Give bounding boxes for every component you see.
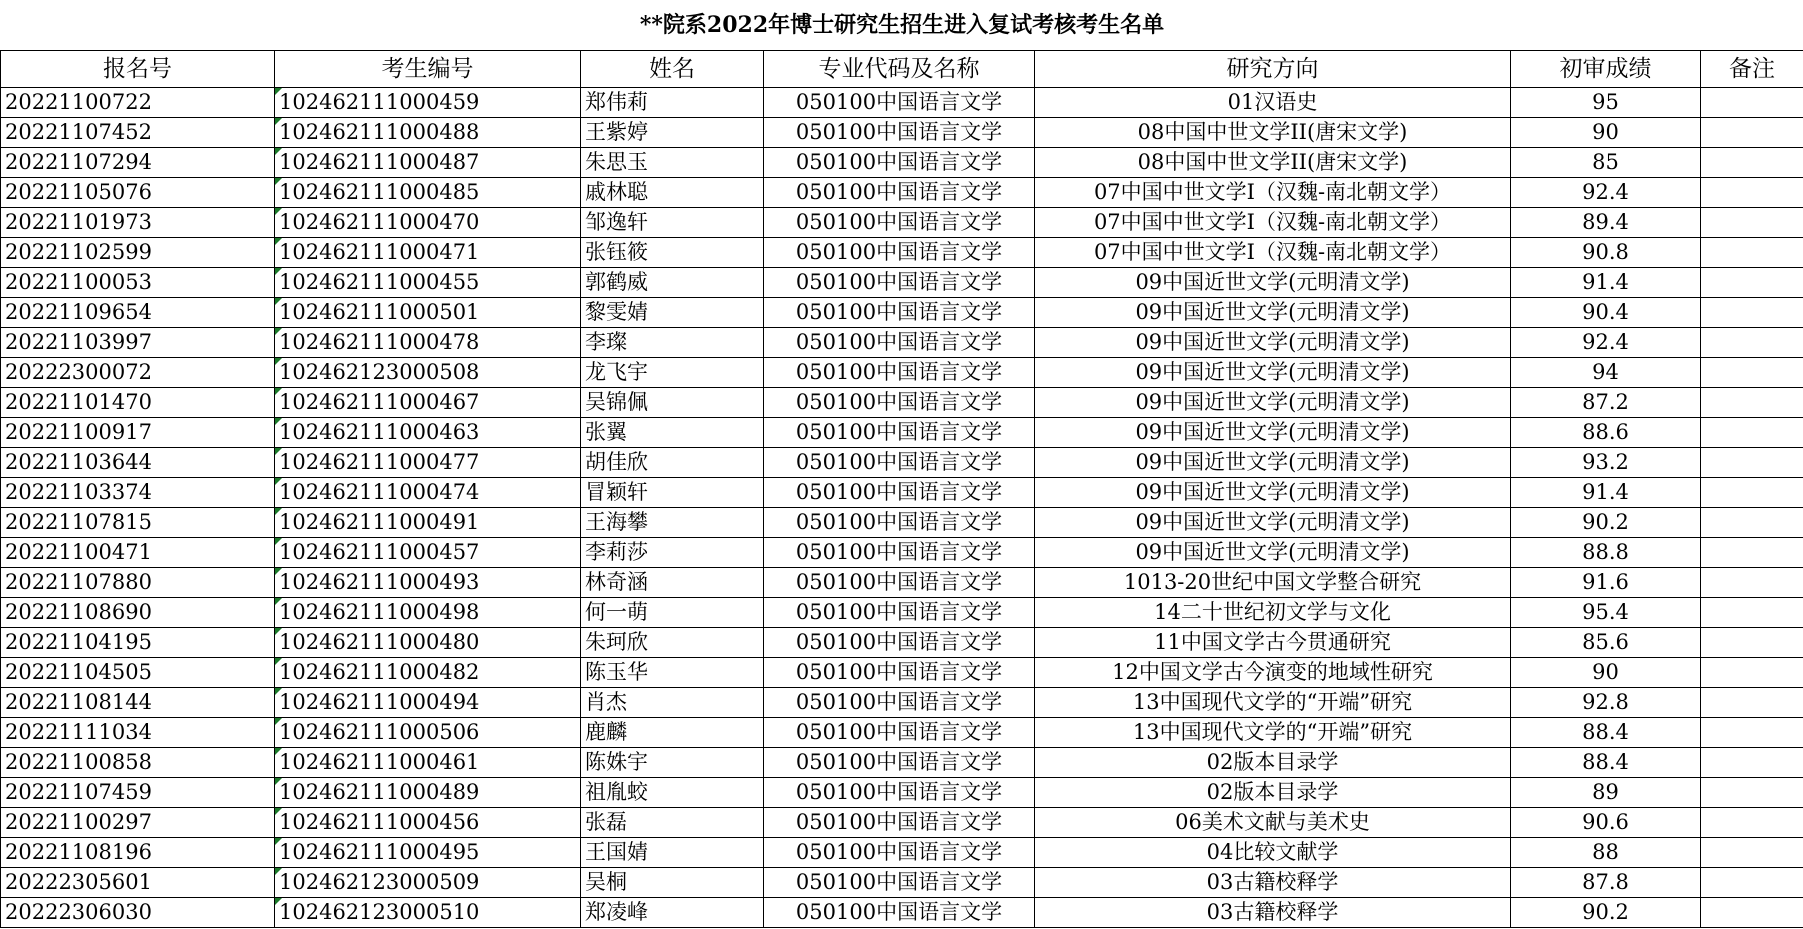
table-row <box>1 417 1803 447</box>
initial-score-cell[interactable]: 91.4 <box>1511 267 1701 297</box>
registration-no-cell[interactable]: 20221105076 <box>1 177 275 207</box>
table-row <box>1 867 1803 897</box>
major-cell[interactable]: 050100中国语言文学 <box>764 207 1035 237</box>
candidate-no-cell[interactable]: 102462111000463 <box>275 417 581 447</box>
candidate-no-cell[interactable]: 102462111000461 <box>275 747 581 777</box>
name-cell[interactable]: 李莉莎 <box>581 537 764 567</box>
major-cell[interactable]: 050100中国语言文学 <box>764 357 1035 387</box>
major-cell[interactable]: 050100中国语言文学 <box>764 237 1035 267</box>
registration-no-cell[interactable]: 20222305601 <box>1 867 275 897</box>
candidate-no-cell[interactable]: 102462111000480 <box>275 627 581 657</box>
research-direction-cell[interactable]: 13中国现代文学的“开端”研究 <box>1035 687 1511 717</box>
table-row <box>1 477 1803 507</box>
header-major[interactable]: 专业代码及名称 <box>764 50 1035 87</box>
research-direction-cell[interactable]: 09中国近世文学(元明清文学) <box>1035 327 1511 357</box>
candidate-no-cell[interactable]: 102462123000508 <box>275 357 581 387</box>
table-row <box>1 177 1803 207</box>
name-cell[interactable]: 吴锦佩 <box>581 387 764 417</box>
major-cell[interactable]: 050100中国语言文学 <box>764 807 1035 837</box>
name-cell[interactable]: 何一萌 <box>581 597 764 627</box>
candidate-no-cell[interactable]: 102462111000471 <box>275 237 581 267</box>
registration-no-cell[interactable]: 20221107880 <box>1 567 275 597</box>
research-direction-cell[interactable]: 12中国文学古今演变的地域性研究 <box>1035 657 1511 687</box>
initial-score-cell[interactable]: 90 <box>1511 657 1701 687</box>
remarks-cell[interactable] <box>1701 747 1803 777</box>
registration-no-cell[interactable]: 20221108690 <box>1 597 275 627</box>
initial-score-cell[interactable]: 90.6 <box>1511 807 1701 837</box>
registration-no-cell[interactable]: 20221102599 <box>1 237 275 267</box>
research-direction-cell[interactable]: 08中国中世文学II(唐宋文学) <box>1035 117 1511 147</box>
major-cell[interactable]: 050100中国语言文学 <box>764 897 1035 927</box>
initial-score-cell[interactable]: 95 <box>1511 87 1701 117</box>
table-row <box>1 147 1803 177</box>
initial-score-cell[interactable]: 90 <box>1511 117 1701 147</box>
initial-score-cell[interactable]: 88.6 <box>1511 417 1701 447</box>
major-cell[interactable]: 050100中国语言文学 <box>764 267 1035 297</box>
major-cell[interactable]: 050100中国语言文学 <box>764 837 1035 867</box>
header-research-direction[interactable]: 研究方向 <box>1035 50 1511 87</box>
table-row <box>1 207 1803 237</box>
research-direction-cell[interactable]: 03古籍校释学 <box>1035 867 1511 897</box>
research-direction-cell[interactable]: 03古籍校释学 <box>1035 897 1511 927</box>
major-cell[interactable]: 050100中国语言文学 <box>764 567 1035 597</box>
candidate-no-cell[interactable]: 102462111000494 <box>275 687 581 717</box>
major-cell[interactable]: 050100中国语言文学 <box>764 717 1035 747</box>
registration-no-cell[interactable]: 20221107452 <box>1 117 275 147</box>
candidate-no-cell[interactable]: 102462111000455 <box>275 267 581 297</box>
research-direction-cell[interactable]: 07中国中世文学I（汉魏-南北朝文学） <box>1035 237 1511 267</box>
table-row <box>1 327 1803 357</box>
name-cell[interactable]: 郑凌峰 <box>581 897 764 927</box>
major-cell[interactable]: 050100中国语言文学 <box>764 747 1035 777</box>
research-direction-cell[interactable]: 06美术文献与美术史 <box>1035 807 1511 837</box>
name-cell[interactable]: 吴桐 <box>581 867 764 897</box>
name-cell[interactable]: 张翼 <box>581 417 764 447</box>
major-cell[interactable]: 050100中国语言文学 <box>764 327 1035 357</box>
registration-no-cell[interactable]: 20221107815 <box>1 507 275 537</box>
candidate-no-cell[interactable]: 102462111000477 <box>275 447 581 477</box>
registration-no-cell[interactable]: 20221100053 <box>1 267 275 297</box>
initial-score-cell[interactable]: 91.4 <box>1511 477 1701 507</box>
remarks-cell[interactable] <box>1701 387 1803 417</box>
research-direction-cell[interactable]: 01汉语史 <box>1035 87 1511 117</box>
candidate-no-cell[interactable]: 102462111000495 <box>275 837 581 867</box>
research-direction-cell[interactable]: 09中国近世文学(元明清文学) <box>1035 447 1511 477</box>
research-direction-cell[interactable]: 09中国近世文学(元明清文学) <box>1035 297 1511 327</box>
candidate-no-cell[interactable]: 102462111000491 <box>275 507 581 537</box>
table-row <box>1 117 1803 147</box>
major-cell[interactable]: 050100中国语言文学 <box>764 477 1035 507</box>
name-cell[interactable]: 陈姝宇 <box>581 747 764 777</box>
registration-no-cell[interactable]: 20221109654 <box>1 297 275 327</box>
name-cell[interactable]: 郑伟莉 <box>581 87 764 117</box>
initial-score-cell[interactable]: 90.8 <box>1511 237 1701 267</box>
research-direction-cell[interactable]: 07中国中世文学I（汉魏-南北朝文学） <box>1035 207 1511 237</box>
initial-score-cell[interactable]: 88.8 <box>1511 537 1701 567</box>
research-direction-cell[interactable]: 09中国近世文学(元明清文学) <box>1035 477 1511 507</box>
major-cell[interactable]: 050100中国语言文学 <box>764 627 1035 657</box>
registration-no-cell[interactable]: 20222300072 <box>1 357 275 387</box>
initial-score-cell[interactable]: 85 <box>1511 147 1701 177</box>
major-cell[interactable]: 050100中国语言文学 <box>764 87 1035 117</box>
name-cell[interactable]: 郭鹤威 <box>581 267 764 297</box>
registration-no-cell[interactable]: 20221108144 <box>1 687 275 717</box>
major-cell[interactable]: 050100中国语言文学 <box>764 777 1035 807</box>
remarks-cell[interactable] <box>1701 297 1803 327</box>
name-cell[interactable]: 戚林聪 <box>581 177 764 207</box>
research-direction-cell[interactable]: 04比较文献学 <box>1035 837 1511 867</box>
major-cell[interactable]: 050100中国语言文学 <box>764 867 1035 897</box>
header-remarks[interactable]: 备注 <box>1701 50 1803 87</box>
candidate-no-cell[interactable]: 102462111000487 <box>275 147 581 177</box>
initial-score-cell[interactable]: 89 <box>1511 777 1701 807</box>
candidate-no-cell[interactable]: 102462111000457 <box>275 537 581 567</box>
major-cell[interactable]: 050100中国语言文学 <box>764 447 1035 477</box>
remarks-cell[interactable] <box>1701 147 1803 177</box>
research-direction-cell[interactable]: 09中国近世文学(元明清文学) <box>1035 537 1511 567</box>
name-cell[interactable]: 肖杰 <box>581 687 764 717</box>
registration-no-cell[interactable]: 20221100297 <box>1 807 275 837</box>
initial-score-cell[interactable]: 92.4 <box>1511 177 1701 207</box>
research-direction-cell[interactable]: 09中国近世文学(元明清文学) <box>1035 387 1511 417</box>
major-cell[interactable]: 050100中国语言文学 <box>764 507 1035 537</box>
table-row <box>1 87 1803 117</box>
candidate-no-cell[interactable]: 102462111000485 <box>275 177 581 207</box>
initial-score-cell[interactable]: 90.2 <box>1511 897 1701 927</box>
major-cell[interactable]: 050100中国语言文学 <box>764 687 1035 717</box>
candidate-no-cell[interactable]: 102462111000459 <box>275 87 581 117</box>
candidate-no-cell[interactable]: 102462111000467 <box>275 387 581 417</box>
research-direction-cell[interactable]: 02版本目录学 <box>1035 777 1511 807</box>
table-row <box>1 747 1803 777</box>
name-cell[interactable]: 胡佳欣 <box>581 447 764 477</box>
initial-score-cell[interactable]: 92.4 <box>1511 327 1701 357</box>
registration-no-cell[interactable]: 20221104505 <box>1 657 275 687</box>
remarks-cell[interactable] <box>1701 117 1803 147</box>
initial-score-cell[interactable]: 89.4 <box>1511 207 1701 237</box>
candidate-no-cell[interactable]: 102462111000506 <box>275 717 581 747</box>
registration-no-cell[interactable]: 20221107459 <box>1 777 275 807</box>
remarks-cell[interactable] <box>1701 807 1803 837</box>
name-cell[interactable]: 王国婧 <box>581 837 764 867</box>
initial-score-cell[interactable]: 87.8 <box>1511 867 1701 897</box>
candidate-no-cell[interactable]: 102462111000489 <box>275 777 581 807</box>
remarks-cell[interactable] <box>1701 567 1803 597</box>
name-cell[interactable]: 李璨 <box>581 327 764 357</box>
registration-no-cell[interactable]: 20221100722 <box>1 87 275 117</box>
sheet-title[interactable]: **院系2022年博士研究生招生进入复试考核考生名单 <box>1 0 1803 50</box>
name-cell[interactable]: 黎雯婧 <box>581 297 764 327</box>
research-direction-cell[interactable]: 08中国中世文学II(唐宋文学) <box>1035 147 1511 177</box>
name-cell[interactable]: 冒颖轩 <box>581 477 764 507</box>
table-row <box>1 837 1803 867</box>
remarks-cell[interactable] <box>1701 867 1803 897</box>
remarks-cell[interactable] <box>1701 447 1803 477</box>
initial-score-cell[interactable]: 94 <box>1511 357 1701 387</box>
registration-no-cell[interactable]: 20221101470 <box>1 387 275 417</box>
registration-no-cell[interactable]: 20221100917 <box>1 417 275 447</box>
header-name[interactable]: 姓名 <box>581 50 764 87</box>
major-cell[interactable]: 050100中国语言文学 <box>764 147 1035 177</box>
research-direction-cell[interactable]: 14二十世纪初文学与文化 <box>1035 597 1511 627</box>
name-cell[interactable]: 朱珂欣 <box>581 627 764 657</box>
major-cell[interactable]: 050100中国语言文学 <box>764 657 1035 687</box>
candidate-no-cell[interactable]: 102462111000482 <box>275 657 581 687</box>
table-row <box>1 267 1803 297</box>
major-cell[interactable]: 050100中国语言文学 <box>764 597 1035 627</box>
registration-no-cell[interactable]: 20221108196 <box>1 837 275 867</box>
registration-no-cell[interactable]: 20221103374 <box>1 477 275 507</box>
registration-no-cell[interactable]: 20221104195 <box>1 627 275 657</box>
candidate-no-cell[interactable]: 102462111000470 <box>275 207 581 237</box>
major-cell[interactable]: 050100中国语言文学 <box>764 177 1035 207</box>
table-row <box>1 717 1803 747</box>
research-direction-cell[interactable]: 09中国近世文学(元明清文学) <box>1035 357 1511 387</box>
candidate-no-cell[interactable]: 102462111000498 <box>275 597 581 627</box>
registration-no-cell[interactable]: 20221107294 <box>1 147 275 177</box>
research-direction-cell[interactable]: 09中国近世文学(元明清文学) <box>1035 267 1511 297</box>
major-cell[interactable]: 050100中国语言文学 <box>764 417 1035 447</box>
major-cell[interactable]: 050100中国语言文学 <box>764 537 1035 567</box>
registration-no-cell[interactable]: 20221100858 <box>1 747 275 777</box>
research-direction-cell[interactable]: 09中国近世文学(元明清文学) <box>1035 507 1511 537</box>
table-row <box>1 447 1803 477</box>
table-row <box>1 627 1803 657</box>
initial-score-cell[interactable]: 95.4 <box>1511 597 1701 627</box>
initial-score-cell[interactable]: 88.4 <box>1511 717 1701 747</box>
remarks-cell[interactable] <box>1701 837 1803 867</box>
remarks-cell[interactable] <box>1701 627 1803 657</box>
name-cell[interactable]: 林奇涵 <box>581 567 764 597</box>
remarks-cell[interactable] <box>1701 87 1803 117</box>
name-cell[interactable]: 邹逸轩 <box>581 207 764 237</box>
header-registration-no[interactable]: 报名号 <box>1 50 275 87</box>
remarks-cell[interactable] <box>1701 237 1803 267</box>
research-direction-cell[interactable]: 11中国文学古今贯通研究 <box>1035 627 1511 657</box>
remarks-cell[interactable] <box>1701 597 1803 627</box>
candidate-no-cell[interactable]: 102462111000488 <box>275 117 581 147</box>
candidate-no-cell[interactable]: 102462123000510 <box>275 897 581 927</box>
table-row <box>1 897 1803 927</box>
table-row <box>1 507 1803 537</box>
name-cell[interactable]: 张钰筱 <box>581 237 764 267</box>
candidate-no-cell[interactable]: 102462111000478 <box>275 327 581 357</box>
candidate-no-cell[interactable]: 102462111000474 <box>275 477 581 507</box>
title-row <box>1 0 1803 50</box>
name-cell[interactable]: 鹿麟 <box>581 717 764 747</box>
remarks-cell[interactable] <box>1701 657 1803 687</box>
remarks-cell[interactable] <box>1701 327 1803 357</box>
table-row <box>1 657 1803 687</box>
candidate-no-cell[interactable]: 102462111000456 <box>275 807 581 837</box>
remarks-cell[interactable] <box>1701 477 1803 507</box>
header-row <box>1 50 1803 87</box>
remarks-cell[interactable] <box>1701 687 1803 717</box>
initial-score-cell[interactable]: 85.6 <box>1511 627 1701 657</box>
research-direction-cell[interactable]: 13中国现代文学的“开端”研究 <box>1035 717 1511 747</box>
initial-score-cell[interactable]: 88 <box>1511 837 1701 867</box>
research-direction-cell[interactable]: 1013-20世纪中国文学整合研究 <box>1035 567 1511 597</box>
remarks-cell[interactable] <box>1701 537 1803 567</box>
name-cell[interactable]: 王海攀 <box>581 507 764 537</box>
initial-score-cell[interactable]: 90.4 <box>1511 297 1701 327</box>
table-row <box>1 777 1803 807</box>
registration-no-cell[interactable]: 20221101973 <box>1 207 275 237</box>
name-cell[interactable]: 张磊 <box>581 807 764 837</box>
header-candidate-no[interactable]: 考生编号 <box>275 50 581 87</box>
initial-score-cell[interactable]: 91.6 <box>1511 567 1701 597</box>
table-row <box>1 807 1803 837</box>
initial-score-cell[interactable]: 92.8 <box>1511 687 1701 717</box>
table-row <box>1 687 1803 717</box>
name-cell[interactable]: 陈玉华 <box>581 657 764 687</box>
registration-no-cell[interactable]: 20221103997 <box>1 327 275 357</box>
name-cell[interactable]: 祖胤蛟 <box>581 777 764 807</box>
remarks-cell[interactable] <box>1701 507 1803 537</box>
remarks-cell[interactable] <box>1701 417 1803 447</box>
initial-score-cell[interactable]: 88.4 <box>1511 747 1701 777</box>
remarks-cell[interactable] <box>1701 897 1803 927</box>
name-cell[interactable]: 王紫婷 <box>581 117 764 147</box>
name-cell[interactable]: 龙飞宇 <box>581 357 764 387</box>
table-row <box>1 357 1803 387</box>
research-direction-cell[interactable]: 09中国近世文学(元明清文学) <box>1035 417 1511 447</box>
initial-score-cell[interactable]: 93.2 <box>1511 447 1701 477</box>
table-row <box>1 387 1803 417</box>
remarks-cell[interactable] <box>1701 777 1803 807</box>
remarks-cell[interactable] <box>1701 177 1803 207</box>
registration-no-cell[interactable]: 20221103644 <box>1 447 275 477</box>
remarks-cell[interactable] <box>1701 357 1803 387</box>
candidate-no-cell[interactable]: 102462111000493 <box>275 567 581 597</box>
remarks-cell[interactable] <box>1701 717 1803 747</box>
remarks-cell[interactable] <box>1701 207 1803 237</box>
research-direction-cell[interactable]: 07中国中世文学I（汉魏-南北朝文学） <box>1035 177 1511 207</box>
initial-score-cell[interactable]: 87.2 <box>1511 387 1701 417</box>
candidate-no-cell[interactable]: 102462123000509 <box>275 867 581 897</box>
table-row <box>1 237 1803 267</box>
table-row <box>1 537 1803 567</box>
header-initial-score[interactable]: 初审成绩 <box>1511 50 1701 87</box>
registration-no-cell[interactable]: 20222306030 <box>1 897 275 927</box>
major-cell[interactable]: 050100中国语言文学 <box>764 117 1035 147</box>
research-direction-cell[interactable]: 02版本目录学 <box>1035 747 1511 777</box>
remarks-cell[interactable] <box>1701 267 1803 297</box>
table-row <box>1 597 1803 627</box>
major-cell[interactable]: 050100中国语言文学 <box>764 297 1035 327</box>
registration-no-cell[interactable]: 20221111034 <box>1 717 275 747</box>
major-cell[interactable]: 050100中国语言文学 <box>764 387 1035 417</box>
table-row <box>1 297 1803 327</box>
name-cell[interactable]: 朱思玉 <box>581 147 764 177</box>
candidate-no-cell[interactable]: 102462111000501 <box>275 297 581 327</box>
table-row <box>1 567 1803 597</box>
initial-score-cell[interactable]: 90.2 <box>1511 507 1701 537</box>
registration-no-cell[interactable]: 20221100471 <box>1 537 275 567</box>
